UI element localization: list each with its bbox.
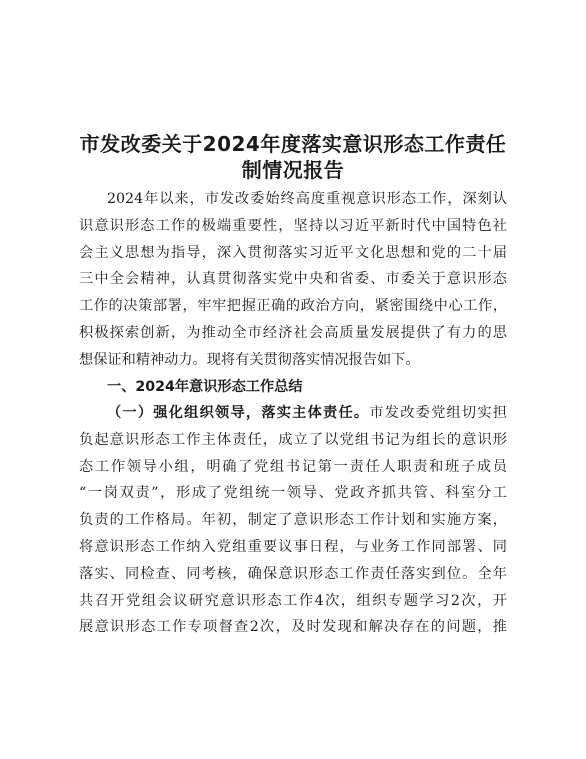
intro-line: 想保证和精神动力。现将有关贯彻落实情况报告如下。 <box>79 351 420 368</box>
subsection-1-line: 负责的工作格局。年初，制定了意识形态工作计划和实施方案， <box>79 512 507 529</box>
subsection-1-line: 负起意识形态工作主体责任，成立了以党组书记为组长的意识形 <box>79 431 507 448</box>
subsection-1-first-rest: 市发改委党组切实担 <box>369 405 507 421</box>
intro-line: 工作的决策部署，牢牢把握正确的政治方向，紧密围绕中心工作， <box>79 298 507 315</box>
intro-line: 识意识形态工作的极端重要性，坚持以习近平新时代中国特色社 <box>79 217 507 234</box>
intro-paragraph <box>79 186 507 374</box>
section-heading-1: 一、2024年意识形态工作总结 <box>107 379 303 395</box>
intro-line: 会主义思想为指导，深入贯彻落实习近平文化思想和党的二十届 <box>79 244 507 261</box>
subsection-1-line: 共召开党组会议研究意识形态工作4次，组织专题学习2次，开 <box>79 592 507 609</box>
intro-line: 2024年以来，市发改委始终高度重视意识形态工作，深刻认 <box>107 191 507 207</box>
subsection-1-line: 将意识形态工作纳入党组重要议事日程，与业务工作同部署、同 <box>79 538 507 555</box>
subsection-1-paragraph <box>79 400 507 641</box>
subsection-1-line: 展意识形态工作专项督查2次，及时发现和解决存在的问题，推 <box>79 619 507 636</box>
subsection-1-line: “一岗双责”，形成了党组统一领导、党政齐抓共管、科室分工 <box>79 485 507 502</box>
subsection-1-lead: （一）强化组织领导，落实主体责任。 <box>107 405 370 421</box>
subsection-1-line: 态工作领导小组，明确了党组书记第一责任人职责和班子成员 <box>79 458 507 475</box>
intro-line: 积极探索创新，为推动全市经济社会高质量发展提供了有力的思 <box>79 324 507 341</box>
intro-line: 三中全会精神，认真贯彻落实党中央和省委、市委关于意识形态 <box>79 271 507 288</box>
subsection-1-line: 落实、同检查、同考核，确保意识形态工作责任落实到位。全年 <box>79 565 507 582</box>
document-title-line-1: 市发改委关于2024年度落实意识形态工作责任 <box>79 132 507 156</box>
subsection-1-first-line <box>79 400 507 427</box>
document-title-line-2: 制情况报告 <box>241 158 345 182</box>
